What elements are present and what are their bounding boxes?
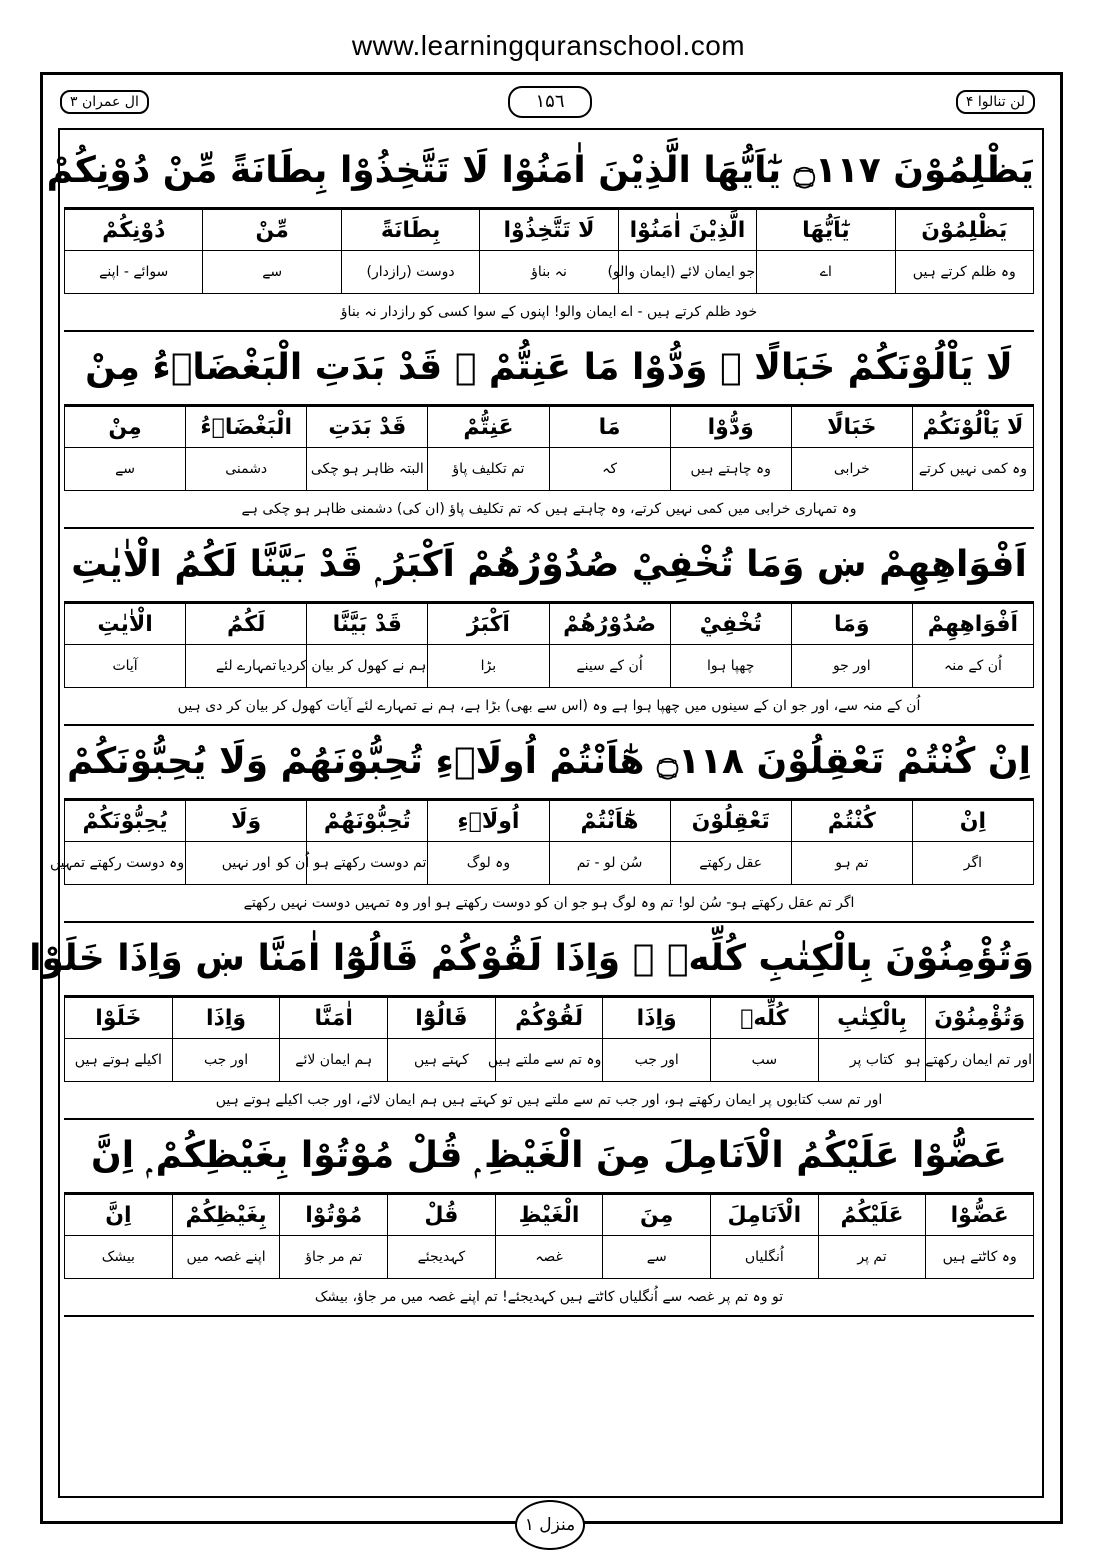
verse-section bbox=[64, 529, 1034, 726]
verse-section bbox=[49, 726, 1034, 923]
arabic-word-cell: وَلَا bbox=[186, 801, 307, 842]
urdu-translation-line: اُن کے منہ سے، اور جو ان کے سینوں میں چھپا ہوا ہے وہ (اس سے بھی) بڑا ہے، ہم نے تمہارے لئے آیات کھول کر بیان کر دی ہیں bbox=[177, 698, 921, 714]
juz-label: لن تنالوا ۴ bbox=[956, 90, 1035, 114]
urdu-meaning-cell: اور جو bbox=[791, 645, 912, 688]
urdu-meaning-cell: تم ہو bbox=[791, 842, 912, 885]
urdu-meaning-cell: وہ کمی نہیں کرتے bbox=[912, 448, 1033, 491]
arabic-word-cell: تُحِبُّوْنَھُمْ bbox=[307, 801, 428, 842]
page-number: ۱۵٦ bbox=[508, 86, 592, 118]
arabic-word-cell: الْاٰيٰتِ bbox=[65, 604, 186, 645]
urdu-meaning-cell: وہ کاٹتے ہیں bbox=[926, 1236, 1034, 1279]
urdu-meaning-cell: تم پر bbox=[818, 1236, 926, 1279]
word-by-word-table bbox=[64, 1194, 1034, 1279]
urdu-meanings-row bbox=[65, 251, 1034, 294]
arabic-word-cell: بِطَانَةً bbox=[341, 210, 479, 251]
arabic-word-cell: قَالُوْٓا bbox=[388, 998, 496, 1039]
arabic-word-cell: يٰٓاَيُّهَا bbox=[757, 210, 895, 251]
urdu-meaning-cell: وہ ظلم کرتے ہیں bbox=[895, 251, 1033, 294]
urdu-meaning-cell: اے bbox=[757, 251, 895, 294]
urdu-meanings-row bbox=[65, 645, 1034, 688]
arabic-word-cell: وَاِذَا bbox=[603, 998, 711, 1039]
arabic-words-row bbox=[65, 407, 1034, 448]
arabic-word-cell: الْغَيْظِ bbox=[495, 1195, 603, 1236]
urdu-meaning-cell: اُنگلیاں bbox=[711, 1236, 819, 1279]
arabic-word-cell: صُدُوْرُھُمْ bbox=[549, 604, 670, 645]
arabic-word-cell: عَضُّوْا bbox=[926, 1195, 1034, 1236]
urdu-meaning-cell: اور تم ایمان رکھتے ہو bbox=[926, 1039, 1034, 1082]
urdu-meaning-cell: بڑا bbox=[428, 645, 549, 688]
urdu-meaning-cell: کہدیجئے bbox=[388, 1236, 496, 1279]
arabic-word-cell: وَتُؤْمِنُوْنَ bbox=[926, 998, 1034, 1039]
urdu-meaning-cell: عقل رکھتے bbox=[670, 842, 791, 885]
urdu-meaning-cell: جو ایمان لائے (ایمان والو) bbox=[618, 251, 756, 294]
arabic-word-cell: يَظْلِمُوْنَ bbox=[895, 210, 1033, 251]
urdu-meaning-cell: اور جب bbox=[603, 1039, 711, 1082]
urdu-meaning-cell: ہم ایمان لائے bbox=[280, 1039, 388, 1082]
urdu-meaning-cell: البتہ ظاہر ہو چکی bbox=[307, 448, 428, 491]
arabic-verse-line: اَفْوَاهِهِمْ ښ وَمَا تُخْفِيْ صُدُوْرُھُمْ اَكْبَرُ ۭ قَدْ بَيَّنَّا لَكُمُ الْاٰيٰتِ bbox=[64, 529, 1034, 603]
urdu-meaning-cell: آیات bbox=[65, 645, 186, 688]
arabic-words-row bbox=[65, 604, 1034, 645]
arabic-word-cell: مِّنْ bbox=[203, 210, 341, 251]
arabic-word-cell: اِنْ bbox=[912, 801, 1033, 842]
arabic-word-cell: كُنْتُمْ bbox=[791, 801, 912, 842]
urdu-translation-line: تو وہ تم پر غصہ سے اُنگلیاں کاٹتے ہیں کہدیجئے! تم اپنے غصہ میں مر جاؤ، بیشک bbox=[314, 1289, 784, 1305]
arabic-word-cell: بِالْكِتٰبِ bbox=[818, 998, 926, 1039]
urdu-meaning-cell: سب bbox=[711, 1039, 819, 1082]
urdu-meaning-cell: اکیلے ہوتے ہیں bbox=[65, 1039, 173, 1082]
arabic-words-row bbox=[65, 998, 1034, 1039]
urdu-meaning-cell: اور جب bbox=[172, 1039, 280, 1082]
urdu-meaning-cell: تم مر جاؤ bbox=[280, 1236, 388, 1279]
urdu-meaning-cell: چھپا ہوا bbox=[670, 645, 791, 688]
word-by-word-table bbox=[64, 209, 1034, 294]
arabic-word-cell: كُلِّهٖ bbox=[711, 998, 819, 1039]
arabic-word-cell: عَنِتُّمْ bbox=[428, 407, 549, 448]
verse-section bbox=[64, 1120, 1034, 1317]
urdu-meaning-cell: سُن لو - تم bbox=[549, 842, 670, 885]
arabic-verse-line: يَظْلِمُوْنَ ۝١١٧ يٰٓاَيُّهَا الَّذِيْنَ اٰمَنُوْا لَا تَتَّخِذُوْا بِطَانَةً مِّنْ دُوْنِكُمْ bbox=[64, 135, 1034, 209]
urdu-meaning-cell: کہ bbox=[549, 448, 670, 491]
verse-section bbox=[64, 332, 1034, 529]
word-by-word-table bbox=[64, 406, 1034, 491]
arabic-word-cell: مُوْتُوْا bbox=[280, 1195, 388, 1236]
arabic-word-cell: دُوْنِكُمْ bbox=[65, 210, 203, 251]
urdu-meanings-row bbox=[65, 842, 1034, 885]
arabic-word-cell: وَدُّوْا bbox=[670, 407, 791, 448]
arabic-word-cell: اُولَاۗءِ bbox=[428, 801, 549, 842]
urdu-meaning-cell: سے bbox=[65, 448, 186, 491]
urdu-meaning-cell: تم تکلیف پاؤ bbox=[428, 448, 549, 491]
arabic-word-cell: خَبَالًا bbox=[791, 407, 912, 448]
word-by-word-table bbox=[64, 603, 1034, 688]
urdu-meanings-row bbox=[65, 448, 1034, 491]
arabic-word-cell: مَا bbox=[549, 407, 670, 448]
arabic-words-row bbox=[65, 801, 1034, 842]
arabic-word-cell: مِنْ bbox=[65, 407, 186, 448]
arabic-words-row bbox=[65, 1195, 1034, 1236]
arabic-word-cell: ھٰٓاَنْتُمْ bbox=[549, 801, 670, 842]
arabic-word-cell: قُلْ bbox=[388, 1195, 496, 1236]
arabic-word-cell: خَلَوْا bbox=[65, 998, 173, 1039]
arabic-word-cell: قَدْ بَدَتِ bbox=[307, 407, 428, 448]
arabic-word-cell: الْبَغْضَاۗءُ bbox=[186, 407, 307, 448]
urdu-meaning-cell: نہ بناؤ bbox=[480, 251, 618, 294]
arabic-word-cell: لَقُوْكُمْ bbox=[495, 998, 603, 1039]
urdu-meaning-cell: سے bbox=[203, 251, 341, 294]
urdu-meanings-row bbox=[65, 1236, 1034, 1279]
arabic-word-cell: تُخْفِيْ bbox=[670, 604, 791, 645]
arabic-verse-line: لَا يَاْلُوْنَكُمْ خَبَالًا ۭ وَدُّوْا مَا عَنِتُّمْ ۚ قَدْ بَدَتِ الْبَغْضَاۗءُ مِنْ bbox=[64, 332, 1034, 406]
urdu-meaning-cell: اُن کے سینے bbox=[549, 645, 670, 688]
verse-section bbox=[46, 135, 1034, 332]
arabic-words-row bbox=[65, 210, 1034, 251]
website-url: www.learningquranschool.com bbox=[351, 30, 746, 61]
arabic-word-cell: مِنَ bbox=[603, 1195, 711, 1236]
urdu-meaning-cell: اگر bbox=[912, 842, 1033, 885]
arabic-word-cell: يُحِبُّوْنَكُمْ bbox=[65, 801, 186, 842]
urdu-meaning-cell: اپنے غصہ میں bbox=[172, 1236, 280, 1279]
arabic-word-cell: اٰمَنَّا bbox=[280, 998, 388, 1039]
arabic-verse-line: اِنْ كُنْتُمْ تَعْقِلُوْنَ ۝١١٨ ھٰٓاَنْتُمْ اُولَاۗءِ تُحِبُّوْنَھُمْ وَلَا يُحِبُّوْنَكُمْ bbox=[64, 726, 1034, 800]
arabic-word-cell: لَا يَاْلُوْنَكُمْ bbox=[912, 407, 1033, 448]
arabic-word-cell: لَا تَتَّخِذُوْا bbox=[480, 210, 618, 251]
word-by-word-table bbox=[49, 800, 1034, 885]
verse-section bbox=[29, 923, 1034, 1120]
arabic-word-cell: اِنَّ bbox=[65, 1195, 173, 1236]
urdu-meaning-cell: وہ دوست رکھتے تمہیں bbox=[65, 842, 186, 885]
arabic-word-cell: بِغَيْظِكُمْ bbox=[172, 1195, 280, 1236]
arabic-word-cell: وَاِذَا bbox=[172, 998, 280, 1039]
urdu-meaning-cell: کتاب پر bbox=[818, 1039, 926, 1082]
manzil-marker: منزل ۱ bbox=[515, 1500, 585, 1550]
arabic-word-cell: قَدْ بَيَّنَّا bbox=[307, 604, 428, 645]
verse-content bbox=[29, 135, 1034, 1317]
urdu-meaning-cell: ہم نے کھول کر بیان کردیا bbox=[307, 645, 428, 688]
arabic-word-cell: وَمَا bbox=[791, 604, 912, 645]
urdu-translation-line: وہ تمہاری خرابی میں کمی نہیں کرتے، وہ چاہتے ہیں کہ تم تکلیف پاؤ (ان کی) دشمنی ظاہر ہو چکی ہے bbox=[241, 501, 857, 517]
urdu-meaning-cell: تمہارے لئے bbox=[186, 645, 307, 688]
urdu-meaning-cell: خرابی bbox=[791, 448, 912, 491]
urdu-meaning-cell: دوست (رازدار) bbox=[341, 251, 479, 294]
urdu-meaning-cell: وہ تم سے ملتے ہیں bbox=[495, 1039, 603, 1082]
arabic-word-cell: عَلَيْكُمُ bbox=[818, 1195, 926, 1236]
urdu-meaning-cell: وہ لوگ bbox=[428, 842, 549, 885]
urdu-meaning-cell: وہ چاہتے ہیں bbox=[670, 448, 791, 491]
urdu-meaning-cell: تم دوست رکھتے ہو اُن کو bbox=[307, 842, 428, 885]
arabic-word-cell: تَعْقِلُوْنَ bbox=[670, 801, 791, 842]
urdu-translation-line: خود ظلم کرتے ہیں - اے ایمان والو! اپنوں کے سوا کسی کو رازدار نہ بناؤ bbox=[340, 304, 758, 320]
word-by-word-table bbox=[64, 997, 1034, 1082]
arabic-word-cell: الْاَنَامِلَ bbox=[711, 1195, 819, 1236]
urdu-meaning-cell: سوائے - اپنے bbox=[65, 251, 203, 294]
urdu-meaning-cell: بیشک bbox=[65, 1236, 173, 1279]
surah-label: ال عمران ۳ bbox=[60, 90, 149, 114]
urdu-meaning-cell: اُن کے منہ bbox=[912, 645, 1033, 688]
arabic-word-cell: الَّذِيْنَ اٰمَنُوْا bbox=[618, 210, 756, 251]
urdu-translation-line: اگر تم عقل رکھتے ہو- سُن لو! تم وہ لوگ ہو جو ان کو دوست رکھتے ہو اور وہ تمہیں دوست نہیں رکھتے bbox=[243, 895, 855, 911]
arabic-word-cell: اَكْبَرُ bbox=[428, 604, 549, 645]
urdu-meaning-cell: غصہ bbox=[495, 1236, 603, 1279]
arabic-word-cell: اَفْوَاهِهِمْ bbox=[912, 604, 1033, 645]
arabic-verse-line: وَتُؤْمِنُوْنَ بِالْكِتٰبِ كُلِّهٖ ۚ وَاِذَا لَقُوْكُمْ قَالُوْٓا اٰمَنَّا ښ وَاِذَا خَلَوْا bbox=[64, 923, 1034, 997]
arabic-verse-line: عَضُّوْا عَلَيْكُمُ الْاَنَامِلَ مِنَ الْغَيْظِ ۭ قُلْ مُوْتُوْا بِغَيْظِكُمْ ۭ اِنَّ bbox=[64, 1120, 1034, 1194]
urdu-meaning-cell: اور نہیں bbox=[186, 842, 307, 885]
urdu-meaning-cell: دشمنی bbox=[186, 448, 307, 491]
arabic-word-cell: لَكُمُ bbox=[186, 604, 307, 645]
urdu-meaning-cell: سے bbox=[603, 1236, 711, 1279]
urdu-meanings-row bbox=[65, 1039, 1034, 1082]
urdu-meaning-cell: کہتے ہیں bbox=[388, 1039, 496, 1082]
urdu-translation-line: اور تم سب کتابوں پر ایمان رکھتے ہو، اور جب تم سے ملتے ہیں تو کہتے ہیں ہم ایمان لائے، اور جب اکیلے ہوتے ہیں bbox=[215, 1092, 883, 1108]
